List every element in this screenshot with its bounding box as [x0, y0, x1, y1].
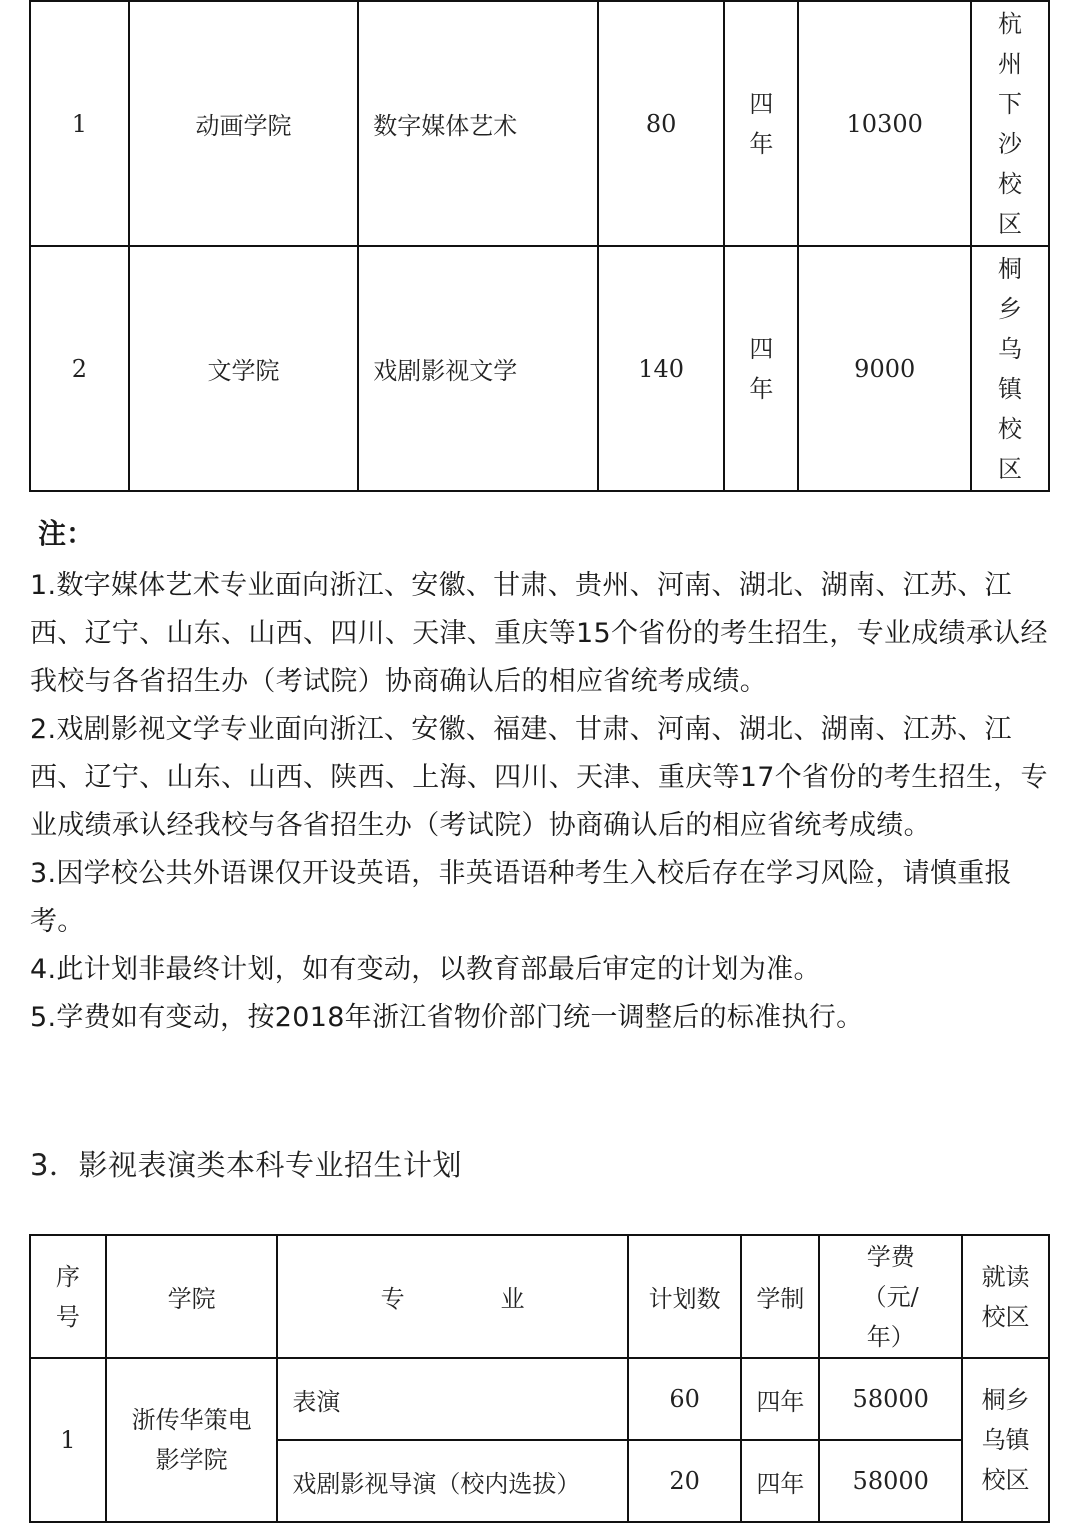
admission-table-1	[29, 0, 1050, 492]
table-row	[30, 1, 1049, 246]
header-plan: 计划数	[628, 1235, 742, 1358]
plan-count-cell: 140	[598, 246, 725, 491]
college-cell: 动画学院	[129, 1, 358, 246]
duration-cell: 四年	[741, 1440, 819, 1522]
row-index: 2	[30, 246, 129, 491]
notes-section	[30, 514, 1060, 1042]
table-row	[30, 1358, 1049, 1440]
major-cell: 戏剧影视文学	[358, 246, 597, 491]
fee-cell: 9000	[798, 246, 971, 491]
note-item: 5.学费如有变动，按2018年浙江省物价部门统一调整后的标准执行。	[30, 1002, 864, 1033]
row-index: 1	[30, 1, 129, 246]
note-item: 4.此计划非最终计划，如有变动，以教育部最后审定的计划为准。	[30, 954, 821, 985]
table-row	[30, 246, 1049, 491]
college-cell: 浙传华策电 影学院	[106, 1358, 278, 1522]
row-index: 1	[30, 1358, 106, 1522]
major-cell: 戏剧影视导演（校内选拔）	[277, 1440, 627, 1522]
table-header-row	[30, 1235, 1049, 1358]
header-duration: 学制	[741, 1235, 819, 1358]
header-fee: 学费 （元/ 年）	[819, 1235, 962, 1358]
header-major: 专 业	[277, 1235, 627, 1358]
fee-cell: 10300	[798, 1, 971, 246]
campus-cell: 杭 州 下 沙 校 区	[971, 1, 1049, 246]
note-item: 2.戏剧影视文学专业面向浙江、安徽、福建、甘肃、河南、湖北、湖南、江苏、江西、辽宁、山东、山西、陕西、上海、四川、天津、重庆等17个省份的考生招生，专业成绩承认经我校与各省招生办（考试院）协商确认后的相应省统考成绩。	[30, 714, 1048, 841]
campus-cell: 桐乡 乌镇 校区	[962, 1358, 1049, 1522]
header-index: 序 号	[30, 1235, 106, 1358]
header-campus: 就读 校区	[962, 1235, 1049, 1358]
major-cell: 数字媒体艺术	[358, 1, 597, 246]
campus-cell: 桐 乡 乌 镇 校 区	[971, 246, 1049, 491]
plan-count-cell: 20	[628, 1440, 742, 1522]
duration-cell: 四 年	[724, 1, 798, 246]
notes-title: 注：	[38, 517, 95, 550]
note-item: 1.数字媒体艺术专业面向浙江、安徽、甘肃、贵州、河南、湖北、湖南、江苏、江西、辽宁、山东、山西、四川、天津、重庆等15个省份的考生招生，专业成绩承认经我校与各省招生办（考试院）协商确认后的相应省统考成绩。	[30, 570, 1048, 697]
plan-count-cell: 60	[628, 1358, 742, 1440]
fee-cell: 58000	[819, 1358, 962, 1440]
admission-table-2	[29, 1234, 1050, 1523]
major-cell: 表演	[277, 1358, 627, 1440]
college-cell: 文学院	[129, 246, 358, 491]
header-college: 学院	[106, 1235, 278, 1358]
note-item: 3.因学校公共外语课仅开设英语，非英语语种考生入校后存在学习风险，请慎重报考。	[30, 858, 1012, 937]
duration-cell: 四年	[741, 1358, 819, 1440]
plan-count-cell: 80	[598, 1, 725, 246]
section-title: 3．影视表演类本科专业招生计划	[30, 1148, 462, 1182]
duration-cell: 四 年	[724, 246, 798, 491]
fee-cell: 58000	[819, 1440, 962, 1522]
